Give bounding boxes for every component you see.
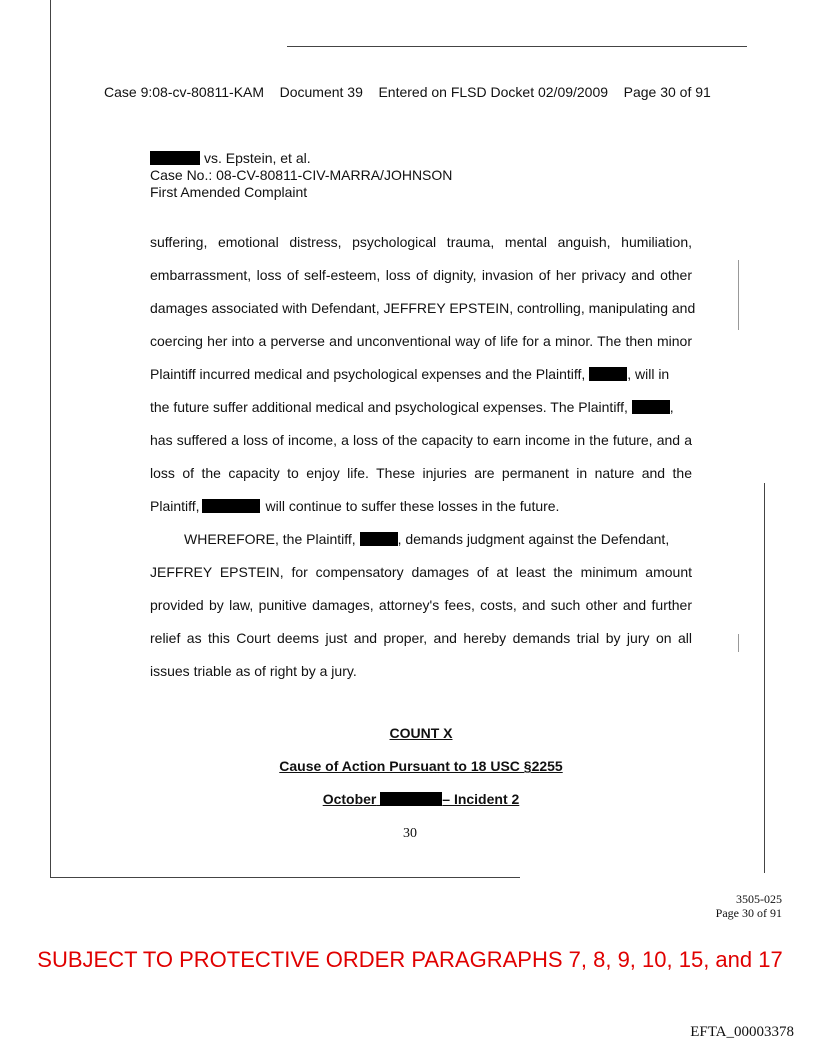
page-number: 30	[403, 826, 417, 841]
text-line: JEFFREY EPSTEIN, for compensatory damages of at least the minimum amount	[150, 564, 692, 580]
text-line: relief as this Court deems just and proper, and hereby demands trial by jury on all	[150, 630, 692, 646]
efta-id: EFTA_00003378	[690, 1024, 794, 1040]
stamp-page: Page 30 of 91	[715, 906, 782, 920]
redaction-box	[202, 499, 260, 513]
scan-artifact	[738, 634, 739, 652]
redaction-box	[150, 151, 200, 165]
text-line	[150, 366, 669, 382]
text-line: embarrassment, loss of self-esteem, loss of dignity, invasion of her privacy and other	[150, 267, 692, 283]
redaction-box	[589, 367, 627, 381]
text-line	[184, 531, 669, 547]
text-line: suffering, emotional distress, psychological trauma, mental anguish, humiliation,	[150, 234, 692, 250]
text-segment: , demands judgment against the Defendant,	[397, 531, 670, 547]
docket-header	[104, 84, 711, 100]
count-incident	[150, 791, 692, 807]
case-number: Case No.: 08-CV-80811-CIV-MARRA/JOHNSON	[150, 167, 453, 183]
text-line: provided by law, punitive damages, attorney's fees, costs, and such other and further	[150, 597, 692, 613]
party-line	[150, 150, 452, 167]
incident-label: – Incident 2	[442, 791, 520, 807]
incident-month: October	[322, 791, 377, 807]
header-document: Document 39	[279, 84, 363, 100]
document-title: First Amended Complaint	[150, 184, 308, 200]
text-line: has suffered a loss of income, a loss of the capacity to earn income in the future, and a	[150, 432, 692, 448]
text-line: coercing her into a perverse and unconventional way of life for a minor. The then minor	[150, 333, 692, 349]
right-border-line	[764, 483, 765, 873]
header-page: Page 30 of 91	[623, 84, 711, 100]
stamp-code: 3505-025	[736, 892, 782, 906]
header-case: Case 9:08-cv-80811-KAM	[104, 84, 265, 100]
case-caption	[150, 150, 452, 201]
text-line: issues triable as of right by a jury.	[150, 663, 357, 679]
scan-artifact	[738, 260, 739, 330]
text-line	[150, 399, 674, 415]
redaction-box	[632, 400, 670, 414]
text-segment: WHEREFORE, the Plaintiff,	[184, 531, 356, 547]
party-line-text: vs. Epstein, et al.	[204, 150, 311, 166]
text-segment: Plaintiff,	[150, 498, 200, 514]
redaction-box	[380, 792, 442, 806]
protective-order-notice: SUBJECT TO PROTECTIVE ORDER PARAGRAPHS 7, 8, 9, 10, 15, and 17	[37, 947, 783, 972]
bottom-border-line	[50, 877, 520, 878]
text-segment: ,	[669, 399, 674, 415]
text-line: loss of the capacity to enjoy life. These injuries are permanent in nature and the	[150, 465, 692, 481]
text-segment: Plaintiff incurred medical and psychological expenses and the Plaintiff,	[150, 366, 586, 382]
count-title: COUNT X	[389, 725, 453, 741]
text-segment: the future suffer additional medical and psychological expenses. The Plaintiff,	[150, 399, 628, 415]
top-border-line	[287, 46, 747, 47]
text-line: damages associated with Defendant, JEFFREY EPSTEIN, controlling, manipulating and	[150, 300, 696, 316]
text-segment: will continue to suffer these losses in the future.	[265, 498, 560, 514]
text-segment: , will in	[627, 366, 670, 382]
redaction-box	[360, 532, 398, 546]
left-border-line	[50, 0, 51, 878]
header-entered: Entered on FLSD Docket 02/09/2009	[378, 84, 609, 100]
text-line	[150, 498, 559, 514]
count-cause: Cause of Action Pursuant to 18 USC §2255	[279, 758, 563, 774]
